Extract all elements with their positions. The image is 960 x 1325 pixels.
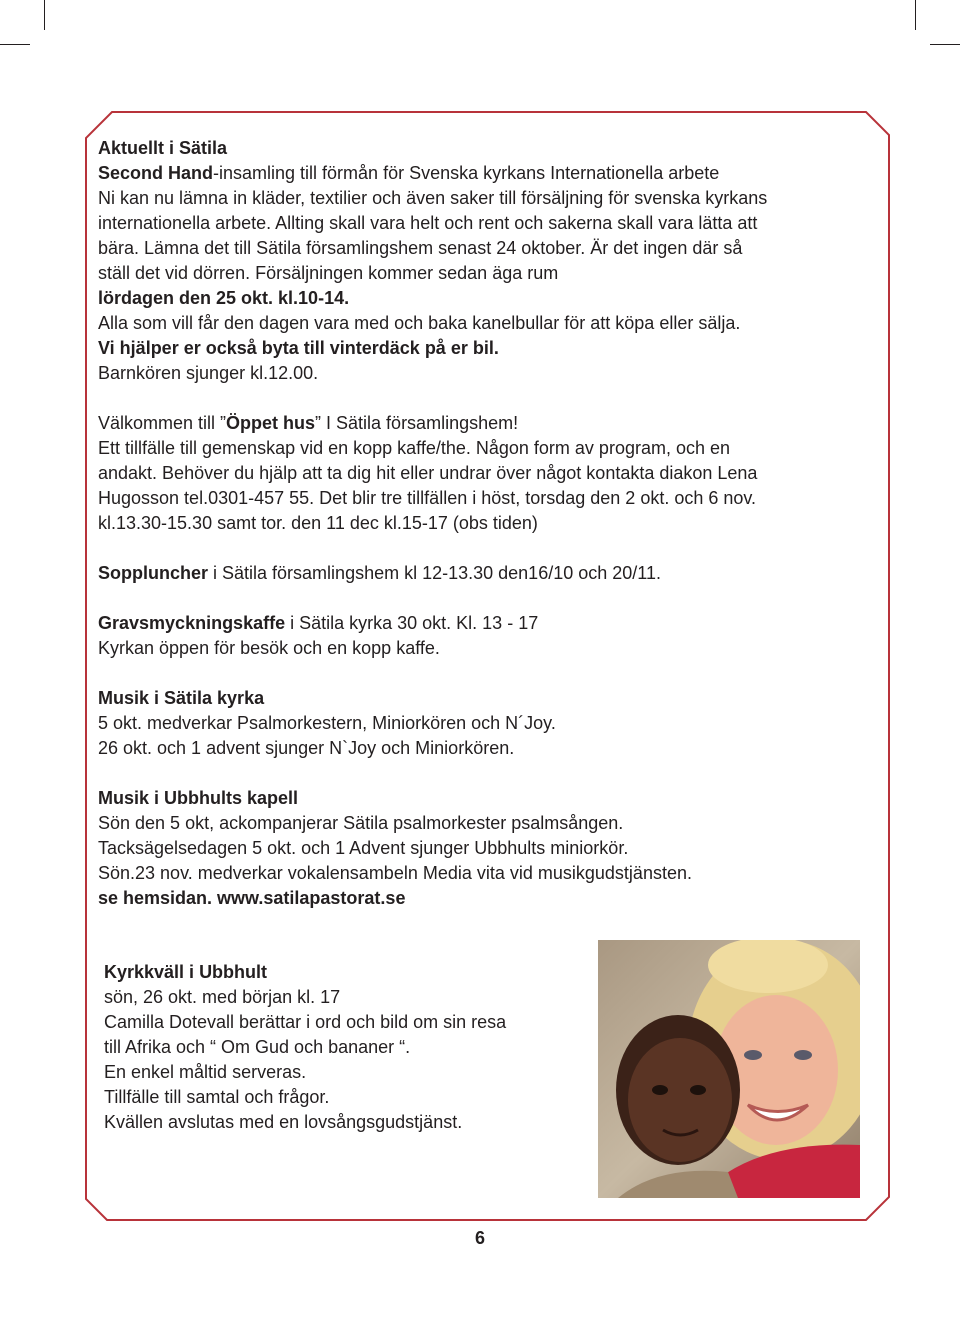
- kyrkkvall-line: Tillfälle till samtal och frågor.: [104, 1087, 330, 1107]
- kyrkkvall-section: [104, 960, 584, 1135]
- oppet-post: ” I Sätila församlingshem!: [315, 413, 519, 433]
- kyrkkvall-line: En enkel måltid serveras.: [104, 1062, 307, 1082]
- second-hand-label: Second Hand: [98, 163, 214, 183]
- second-hand-paragraph: [98, 161, 888, 186]
- text-line: 26 okt. och 1 advent sjunger N`Joy och Miniorkören.: [98, 738, 515, 758]
- kyrkkvall-line: Kvällen avslutas med en lovsångsgudstjänst.: [104, 1112, 463, 1132]
- musik-satila-heading: Musik i Sätila kyrka: [98, 688, 265, 708]
- website-link[interactable]: se hemsidan. www.satilapastorat.se: [98, 888, 406, 908]
- sale-date: lördagen den 25 okt. kl.10-14.: [98, 288, 350, 308]
- text-line: Ni kan nu lämna in kläder, textilier och även saker till försäljning för svenska kyrkans: [98, 188, 768, 208]
- text-line: Alla som vill får den dagen vara med och baka kanelbullar för att köpa eller sälja.: [98, 313, 741, 333]
- text-line: bära. Lämna det till Sätila församlingshem senast 24 oktober. Är det ingen där så: [98, 238, 743, 258]
- text-line: Tacksägelsedagen 5 okt. och 1 Advent sjunger Ubbhults miniorkör.: [98, 838, 629, 858]
- text-line: Barnkören sjunger kl.12.00.: [98, 363, 319, 383]
- article-heading: Aktuellt i Sätila: [98, 138, 228, 158]
- text-line: andakt. Behöver du hjälp att ta dig hit eller undrar över något kontakta diakon Lena: [98, 463, 758, 483]
- text-line: Hugosson tel.0301-457 55. Det blir tre tillfällen i höst, torsdag den 2 okt. och 6 nov.: [98, 488, 757, 508]
- text-line: Ett tillfälle till gemenskap vid en kopp kaffe/the. Någon form av program, och en: [98, 438, 731, 458]
- text-line: Kyrkan öppen för besök och en kopp kaffe.: [98, 638, 440, 658]
- text-line: 5 okt. medverkar Psalmorkestern, Miniorkören och N´Joy.: [98, 713, 556, 733]
- soppluncher-line: [98, 561, 888, 586]
- musik-ubbhult-heading: Musik i Ubbhults kapell: [98, 788, 299, 808]
- oppet-hus-heading: [98, 411, 888, 436]
- text-line: Sön.23 nov. medverkar vokalensambeln Media vita vid musikgudstjänsten.: [98, 863, 692, 883]
- second-hand-text: -insamling till förmån för Svenska kyrkans Internationella arbete: [213, 163, 720, 183]
- kyrkkvall-line: Camilla Dotevall berättar i ord och bild om sin resa: [104, 1012, 507, 1032]
- kyrkkvall-heading: Kyrkkväll i Ubbhult: [104, 962, 268, 982]
- oppet-pre: Välkommen till ”: [98, 413, 227, 433]
- soppluncher-text: i Sätila församlingshem kl 12-13.30 den16/10 och 20/11.: [208, 563, 661, 583]
- text-line: internationella arbete. Allting skall vara helt och rent och sakerna skall vara lätta att: [98, 213, 758, 233]
- soppluncher-label: Soppluncher: [98, 563, 209, 583]
- page-number: 6: [474, 1228, 485, 1248]
- winter-tire-line: Vi hjälper er också byta till vinterdäck på er bil.: [98, 338, 499, 358]
- gravsmyckning-text: i Sätila kyrka 30 okt. Kl. 13 - 17: [285, 613, 539, 633]
- oppet-hus-label: Öppet hus: [226, 413, 316, 433]
- gravsmyckning-line: [98, 611, 888, 636]
- photo-girls: [598, 940, 860, 1198]
- text-line: Sön den 5 okt, ackompanjerar Sätila psalmorkester psalmsången.: [98, 813, 624, 833]
- gravsmyckning-label: Gravsmyckningskaffe: [98, 613, 286, 633]
- kyrkkvall-line: sön, 26 okt. med början kl. 17: [104, 987, 341, 1007]
- kyrkkvall-line: till Afrika och “ Om Gud och bananer “.: [104, 1037, 411, 1057]
- article-body: [98, 136, 888, 911]
- text-line: ställ det vid dörren. Försäljningen kommer sedan äga rum: [98, 263, 559, 283]
- text-line: kl.13.30-15.30 samt tor. den 11 dec kl.15-17 (obs tiden): [98, 513, 538, 533]
